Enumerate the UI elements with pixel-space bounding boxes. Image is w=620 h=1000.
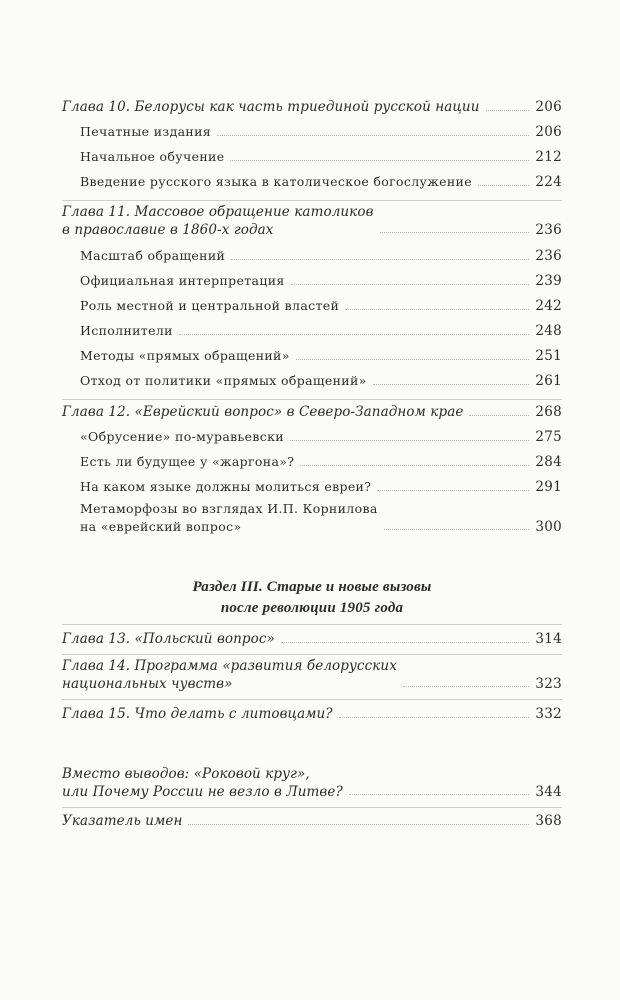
toc-entry-page: 314 — [535, 631, 562, 647]
leader-dots — [231, 259, 529, 260]
leader-dots — [339, 717, 530, 718]
section-heading-line: Раздел III. Старые и новые вызовы — [192, 579, 432, 595]
leader-dots — [373, 384, 530, 385]
toc-entry-title: Глава 10. Белорусы как часть триединой русской нации — [62, 99, 480, 115]
toc-entry-conclusion[interactable] — [62, 765, 562, 801]
toc-entry-chapter-13[interactable] — [62, 629, 562, 649]
leader-dots — [486, 110, 530, 111]
toc-entry-title-line: Вместо выводов: «Роковой круг», — [62, 766, 310, 782]
leader-dots — [469, 415, 529, 416]
leader-dots — [403, 686, 529, 687]
toc-entry-subsection[interactable] — [80, 321, 562, 341]
section-heading — [62, 577, 562, 619]
toc-entry-page: 268 — [535, 404, 562, 420]
leader-dots — [281, 642, 529, 643]
toc-entry-subsection[interactable] — [80, 122, 562, 142]
toc-entry-title: Глава 12. «Еврейский вопрос» в Северо-Западном крае — [62, 404, 464, 420]
toc-entry-title-line: в православие в 1860-х годах — [62, 222, 274, 238]
toc-entry-subsection[interactable] — [80, 271, 562, 291]
leader-dots — [290, 440, 529, 441]
toc-entry-page: 368 — [535, 813, 562, 829]
leader-dots — [478, 185, 529, 186]
leader-dots — [179, 334, 530, 335]
toc-entry-page: 323 — [535, 676, 562, 692]
toc-entry-subsection[interactable] — [80, 172, 562, 192]
leader-dots — [377, 490, 529, 491]
toc-entry-title — [80, 500, 378, 536]
toc-entry-page: 248 — [535, 323, 562, 339]
toc-entry-index[interactable] — [62, 811, 562, 831]
toc-entry-subsection[interactable] — [80, 477, 562, 497]
toc-entry-subsection[interactable] — [80, 500, 562, 536]
divider — [62, 624, 562, 625]
toc-entry-page: 236 — [535, 222, 562, 238]
toc-entry-title: На каком языке должны молиться евреи? — [80, 479, 372, 494]
toc-entry-page: 242 — [535, 298, 562, 314]
divider — [62, 654, 562, 655]
toc-entry-title: Глава 13. «Польский вопрос» — [62, 631, 275, 647]
toc-entry-subsection[interactable] — [80, 346, 562, 366]
toc-entry-title: Начальное обучение — [80, 149, 225, 164]
toc-entry-page: 212 — [535, 149, 562, 165]
leader-dots — [384, 529, 530, 530]
toc-entry-title: Указатель имен — [62, 813, 183, 829]
divider — [62, 807, 562, 808]
toc-entry-page: 291 — [535, 479, 562, 495]
divider — [62, 699, 562, 700]
toc-entry-page: 239 — [535, 273, 562, 289]
toc-entry-title-line: Метаморфозы во взглядах И.П. Корнилова — [80, 501, 378, 516]
toc-entry-subsection[interactable] — [80, 452, 562, 472]
toc-entry-page: 224 — [535, 174, 562, 190]
leader-dots — [300, 465, 529, 466]
toc-entry-page: 236 — [535, 248, 562, 264]
toc-entry-title — [62, 657, 397, 693]
leader-dots — [349, 794, 530, 795]
leader-dots — [296, 359, 530, 360]
toc-entry-title: Методы «прямых обращений» — [80, 348, 290, 363]
leader-dots — [230, 160, 529, 161]
toc-entry-title: Печатные издания — [80, 124, 212, 139]
toc-entry-page: 300 — [535, 519, 562, 535]
toc-entry-subsection[interactable] — [80, 427, 562, 447]
toc-entry-subsection[interactable] — [80, 296, 562, 316]
toc-entry-page: 251 — [535, 348, 562, 364]
toc-entry-chapter-11[interactable] — [62, 203, 562, 239]
toc-entry-subsection[interactable] — [80, 371, 562, 391]
toc-entry-title-line: или Почему России не везло в Литве? — [62, 784, 343, 800]
leader-dots — [345, 309, 529, 310]
toc-entry-title: Есть ли будущее у «жаргона»? — [80, 454, 295, 469]
toc-entry-title-line: на «еврейский вопрос» — [80, 519, 242, 534]
toc-entry-title: Глава 15. Что делать с литовцами? — [62, 706, 333, 722]
toc-entry-page: 344 — [535, 784, 562, 800]
leader-dots — [188, 824, 529, 825]
toc-entry-title — [62, 765, 343, 801]
toc-entry-page: 332 — [535, 706, 562, 722]
toc-entry-title: Введение русского языка в католическое богослужение — [80, 174, 472, 189]
toc-entry-title: Роль местной и центральной властей — [80, 298, 340, 313]
toc-entry-title-line: Глава 14. Программа «развития белорусских — [62, 658, 397, 674]
toc-entry-chapter-12[interactable] — [62, 402, 562, 422]
toc-entry-title: Масштаб обращений — [80, 248, 226, 263]
toc-entry-chapter-10[interactable] — [62, 97, 562, 117]
toc-entry-title: «Обрусение» по-муравьевски — [80, 429, 284, 444]
toc-entry-title — [62, 203, 374, 239]
section-heading-line: после революции 1905 года — [220, 600, 404, 616]
divider — [62, 399, 562, 400]
toc-entry-chapter-15[interactable] — [62, 704, 562, 724]
toc-entry-page: 206 — [535, 124, 562, 140]
toc-entry-page: 275 — [535, 429, 562, 445]
toc-entry-subsection[interactable] — [80, 246, 562, 266]
toc-entry-title-line: национальных чувств» — [62, 676, 233, 692]
toc-entry-subsection[interactable] — [80, 147, 562, 167]
divider — [62, 200, 562, 201]
toc-entry-chapter-14[interactable] — [62, 657, 562, 693]
toc-entry-page: 261 — [535, 373, 562, 389]
toc-entry-title: Отход от политики «прямых обращений» — [80, 373, 367, 388]
toc-entry-page: 284 — [535, 454, 562, 470]
toc-entry-title-line: Глава 11. Массовое обращение католиков — [62, 204, 374, 220]
leader-dots — [291, 284, 530, 285]
leader-dots — [217, 135, 529, 136]
leader-dots — [380, 232, 530, 233]
toc-entry-title: Исполнители — [80, 323, 173, 338]
toc-entry-title: Официальная интерпретация — [80, 273, 285, 288]
toc-entry-page: 206 — [535, 99, 562, 115]
